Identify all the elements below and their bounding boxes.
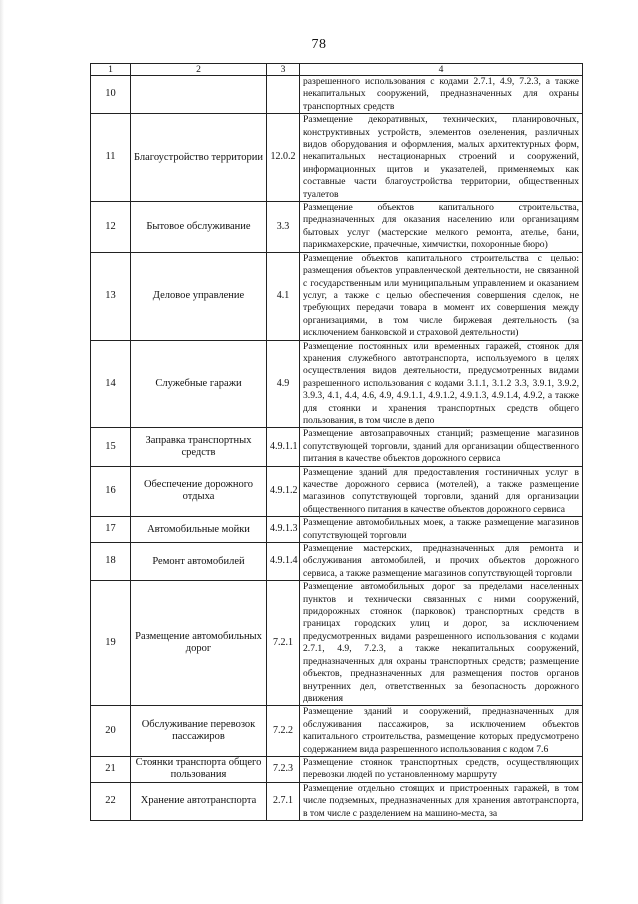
use-type-description: Размещение объектов капитального строительства, предназначенных для оказания населению или организациям бытовых услуг (мастерские мелкого ремонта, ателье, бани, парикмахерские, прачечные, химчистки, похоронные бюро) <box>300 202 583 253</box>
use-type-name: Автомобильные мойки <box>131 517 267 543</box>
use-type-code: 7.2.1 <box>267 581 300 706</box>
row-number: 13 <box>91 252 131 340</box>
row-number: 21 <box>91 756 131 782</box>
use-type-description: Размещение автозаправочных станций; размещение магазинов сопутствующей торговли, зданий для организации общественного питания в качестве объектов дорожного сервиса <box>300 428 583 466</box>
use-type-code: 2.7.1 <box>267 782 300 820</box>
row-number: 12 <box>91 202 131 253</box>
use-type-code: 12.0.2 <box>267 114 300 202</box>
use-type-code: 4.9.1.3 <box>267 517 300 543</box>
table-row <box>91 756 583 782</box>
use-type-name: Служебные гаражи <box>131 340 267 428</box>
use-type-description: разрешенного использования с кодами 2.7.1, 4.9, 7.2.3, а также некапитальных сооружений, предназначенных для охраны транспортных средств <box>300 76 583 114</box>
use-type-description: Размещение декоративных, технических, планировочных, конструктивных устройств, элементов озеленения, различных видов оборудования и оформления, малых архитектурных форм, некапитальных нестационарных строений и сооружений, информационных щитов и указателей, применяемых как составные части благоустройства территории, общественных туалетов <box>300 114 583 202</box>
use-type-description: Размещение отдельно стоящих и пристроенных гаражей, в том числе подземных, предназначенных для хранения автотранспорта, в том числе с разделением на машино-места, за <box>300 782 583 820</box>
row-number: 10 <box>91 76 131 114</box>
use-type-code <box>267 76 300 114</box>
use-type-code: 4.9.1.4 <box>267 543 300 581</box>
use-type-name <box>131 76 267 114</box>
use-type-name: Стоянки транспорта общего пользования <box>131 756 267 782</box>
table-row <box>91 517 583 543</box>
use-type-description: Размещение зданий для предоставления гостиничных услуг в качестве дорожного сервиса (мотелей), а также размещение магазинов сопутствующей торговли, зданий для организации общественного питания в качестве объектов дорожного сервиса <box>300 466 583 517</box>
use-type-name: Бытовое обслуживание <box>131 202 267 253</box>
header-col-4: 4 <box>300 64 583 76</box>
row-number: 19 <box>91 581 131 706</box>
scan-edge-shadow <box>0 0 4 904</box>
table-row <box>91 114 583 202</box>
table-row <box>91 76 583 114</box>
use-type-code: 4.9.1.2 <box>267 466 300 517</box>
use-type-description: Размещение автомобильных моек, а также размещение магазинов сопутствующей торговли <box>300 517 583 543</box>
use-type-description: Размещение зданий и сооружений, предназначенных для обслуживания пассажиров, за исключением объектов капитального строительства, размещение которых предусмотрено содержанием вида разрешенного использования с кодом 7.6 <box>300 706 583 757</box>
row-number: 14 <box>91 340 131 428</box>
land-use-table <box>90 63 583 821</box>
header-col-2: 2 <box>131 64 267 76</box>
table-row <box>91 466 583 517</box>
use-type-description: Размещение стоянок транспортных средств, осуществляющих перевозки людей по установленному маршруту <box>300 756 583 782</box>
use-type-name: Размещение автомобильных дорог <box>131 581 267 706</box>
table-row <box>91 428 583 466</box>
use-type-name: Обеспечение дорожного отдыха <box>131 466 267 517</box>
table-row <box>91 202 583 253</box>
row-number: 20 <box>91 706 131 757</box>
header-row <box>91 64 583 76</box>
use-type-name: Ремонт автомобилей <box>131 543 267 581</box>
use-type-name: Деловое управление <box>131 252 267 340</box>
table-row <box>91 706 583 757</box>
use-type-name: Заправка транспортных средств <box>131 428 267 466</box>
row-number: 22 <box>91 782 131 820</box>
row-number: 18 <box>91 543 131 581</box>
use-type-code: 7.2.2 <box>267 706 300 757</box>
table-row <box>91 581 583 706</box>
row-number: 11 <box>91 114 131 202</box>
row-number: 17 <box>91 517 131 543</box>
page-number: 78 <box>311 37 327 52</box>
table-row <box>91 543 583 581</box>
use-type-name: Благоустройство территории <box>131 114 267 202</box>
use-type-description: Размещение мастерских, предназначенных для ремонта и обслуживания автомобилей, и прочих объектов дорожного сервиса, а также размещение магазинов сопутствующей торговли <box>300 543 583 581</box>
table-row <box>91 340 583 428</box>
use-type-code: 7.2.3 <box>267 756 300 782</box>
use-type-description: Размещение автомобильных дорог за пределами населенных пунктов и технически связанных с ними сооружений, придорожных стоянок (парковок) транспортных средств в границах городских улиц и дорог, за исключением предусмотренных видами разрешенного использования с кодами 2.7.1, 4.9, 7.2.3, а также некапитальных сооружений, предназначенных для охраны транспортных средств; размещение объектов, предназначенных для размещения постов органов внутренних дел, ответственных за безопасность дорожного движения <box>300 581 583 706</box>
header-col-1: 1 <box>91 64 131 76</box>
use-type-code: 4.9 <box>267 340 300 428</box>
use-type-name: Обслуживание перевозок пассажиров <box>131 706 267 757</box>
use-type-description: Размещение объектов капитального строительства с целью: размещения объектов управленческой деятельности, не связанной с государственным или муниципальным управлением и оказанием услуг, а также с целью обеспечения совершения сделок, не требующих передачи товара в момент их совершения между организациями, в том числе биржевая деятельность (за исключением банковской и страховой деятельности) <box>300 252 583 340</box>
table-row <box>91 782 583 820</box>
use-type-code: 4.1 <box>267 252 300 340</box>
table-row <box>91 252 583 340</box>
use-type-code: 4.9.1.1 <box>267 428 300 466</box>
row-number: 16 <box>91 466 131 517</box>
header-col-3: 3 <box>267 64 300 76</box>
row-number: 15 <box>91 428 131 466</box>
use-type-description: Размещение постоянных или временных гаражей, стоянок для хранения служебного автотранспорта, используемого в целях осуществления видов деятельности, предусмотренных видами разрешенного использования с кодами 3.1.1, 3.1.2 3.3, 3.9.1, 3.9.2, 3.9.3, 4.1, 4.4, 4.6, 4.9, 4.9.1.1, 4.9.1.2, 4.9.1.3, 4.9.1.4, 4.9.2, а также для стоянки и хранения транспортных средств общего пользования, в том числе в депо <box>300 340 583 428</box>
use-type-name: Хранение автотранспорта <box>131 782 267 820</box>
use-type-code: 3.3 <box>267 202 300 253</box>
